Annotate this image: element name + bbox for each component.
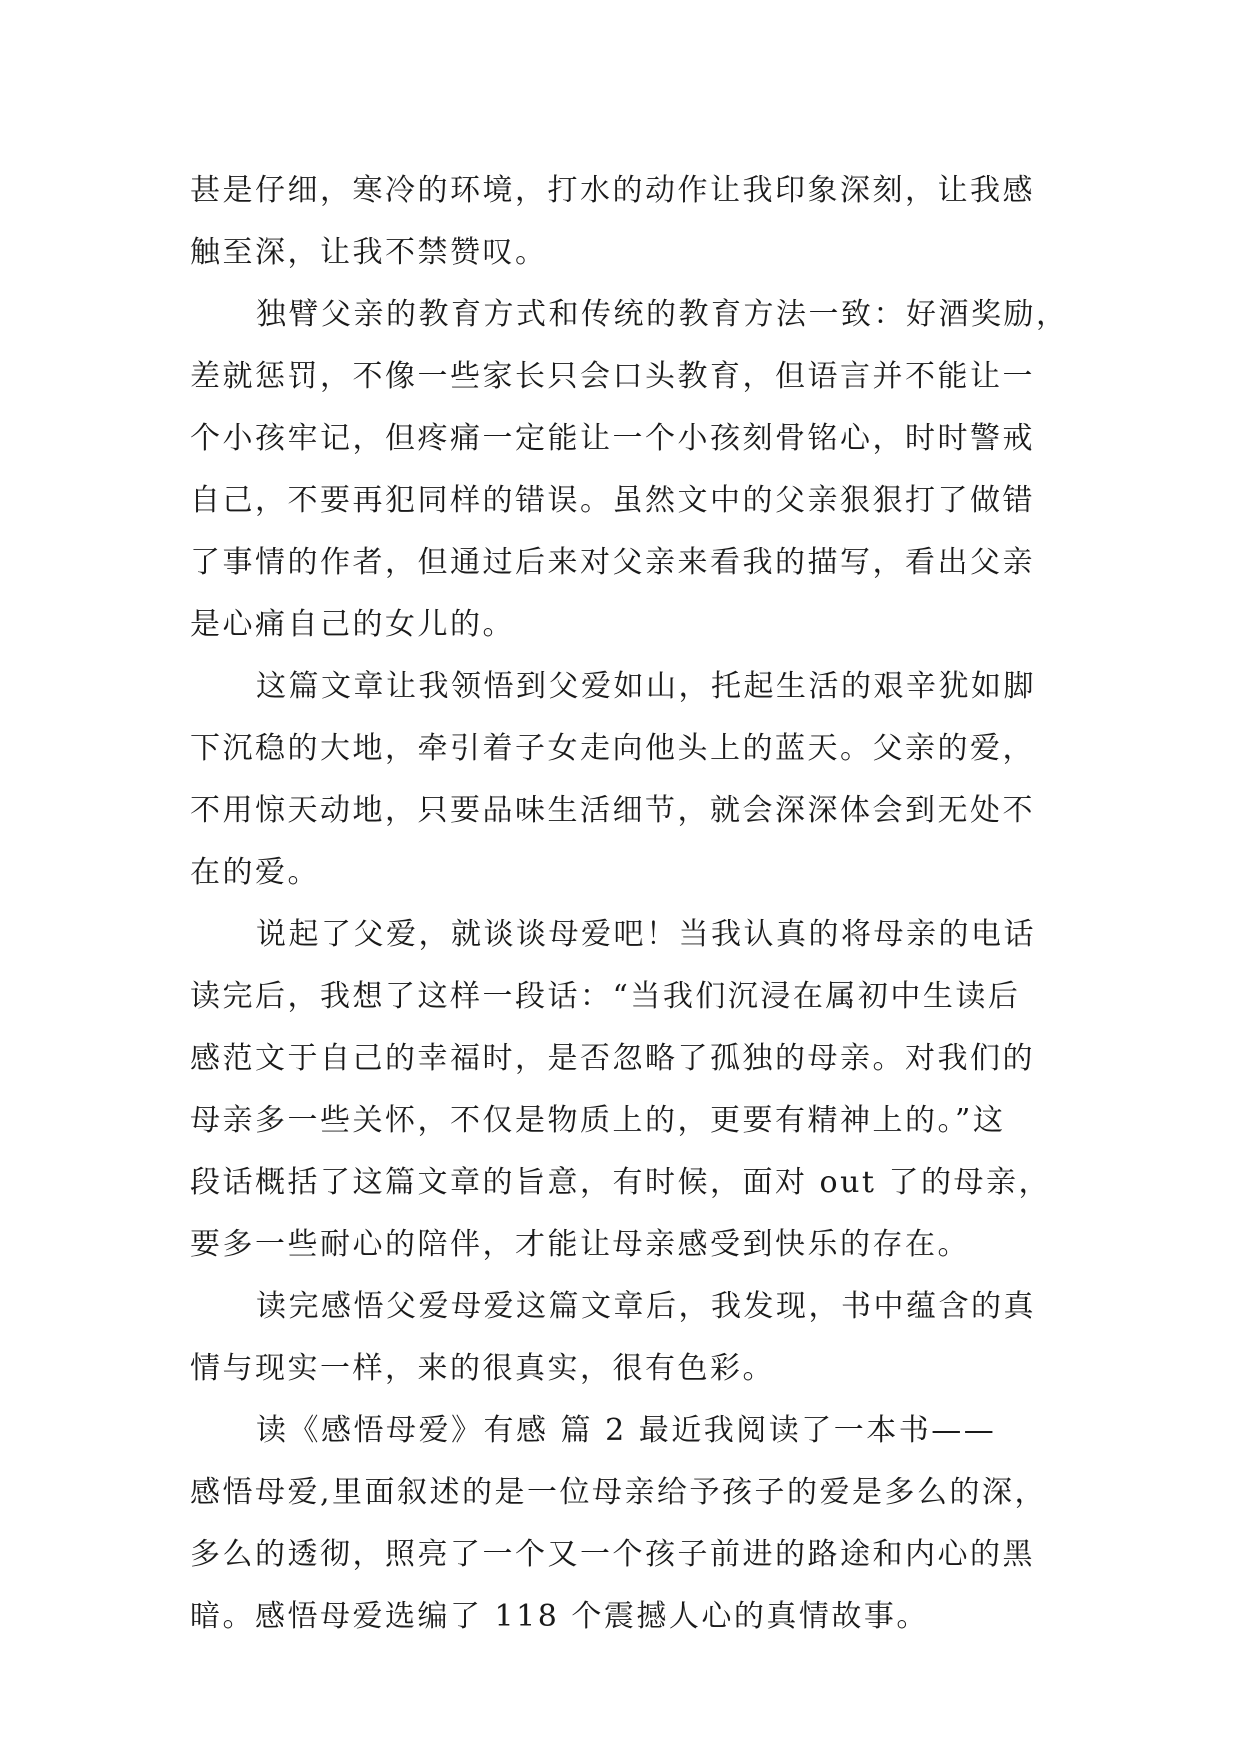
text-line: 自己，不要再犯同样的错误。虽然文中的父亲狠狠打了做错 (190, 483, 1035, 518)
text-line: 感悟母爱,里面叙述的是一位母亲给予孩子的爱是多么的深， (190, 1475, 1048, 1510)
document-body (190, 160, 1070, 1648)
text-line: 不用惊天动地，只要品味生活细节，就会深深体会到无处不 (190, 793, 1035, 828)
text-line: 要多一些耐心的陪伴，才能让母亲感受到快乐的存在。 (190, 1227, 970, 1262)
text-line: 了事情的作者，但通过后来对父亲来看我的描写，看出父亲 (190, 545, 1035, 580)
text-line: 个小孩牢记，但疼痛一定能让一个小孩刻骨铭心，时时警戒 (190, 421, 1035, 456)
text-line: 差就惩罚，不像一些家长只会口头教育，但语言并不能让一 (190, 359, 1035, 394)
text-line: 情与现实一样，来的很真实，很有色彩。 (190, 1351, 775, 1386)
text-line: 触至深，让我不禁赞叹。 (190, 235, 548, 270)
text-line: 母亲多一些关怀，不仅是物质上的，更要有精神上的。”这 (190, 1103, 1006, 1138)
text-line: 独臂父亲的教育方式和传统的教育方法一致：好酒奖励， (256, 297, 1069, 332)
text-line: 说起了父爱，就谈谈母爱吧！当我认真的将母亲的电话 (256, 917, 1036, 952)
text-line: 读完后，我想了这样一段话：“当我们沉浸在属初中生读后 (190, 979, 1021, 1014)
text-line: 是心痛自己的女儿的。 (190, 607, 515, 642)
text-line: 这篇文章让我领悟到父爱如山，托起生活的艰辛犹如脚 (256, 669, 1036, 704)
text-line: 感范文于自己的幸福时，是否忽略了孤独的母亲。对我们的 (190, 1041, 1035, 1076)
text-line: 段话概括了这篇文章的旨意，有时候，面对 out 了的母亲， (190, 1165, 1052, 1200)
text-line: 多么的透彻，照亮了一个又一个孩子前进的路途和内心的黑 (190, 1537, 1035, 1572)
text-line: 在的爱。 (190, 855, 320, 890)
text-line: 甚是仔细，寒冷的环境，打水的动作让我印象深刻，让我感 (190, 173, 1035, 208)
text-line: 读完感悟父爱母爱这篇文章后，我发现，书中蕴含的真 (256, 1289, 1036, 1324)
text-line: 暗。感悟母爱选编了 118 个震撼人心的真情故事。 (190, 1599, 929, 1634)
text-line: 读《感悟母爱》有感 篇 2 最近我阅读了一本书—— (256, 1413, 997, 1448)
text-line: 下沉稳的大地，牵引着子女走向他头上的蓝天。父亲的爱， (190, 731, 1035, 766)
